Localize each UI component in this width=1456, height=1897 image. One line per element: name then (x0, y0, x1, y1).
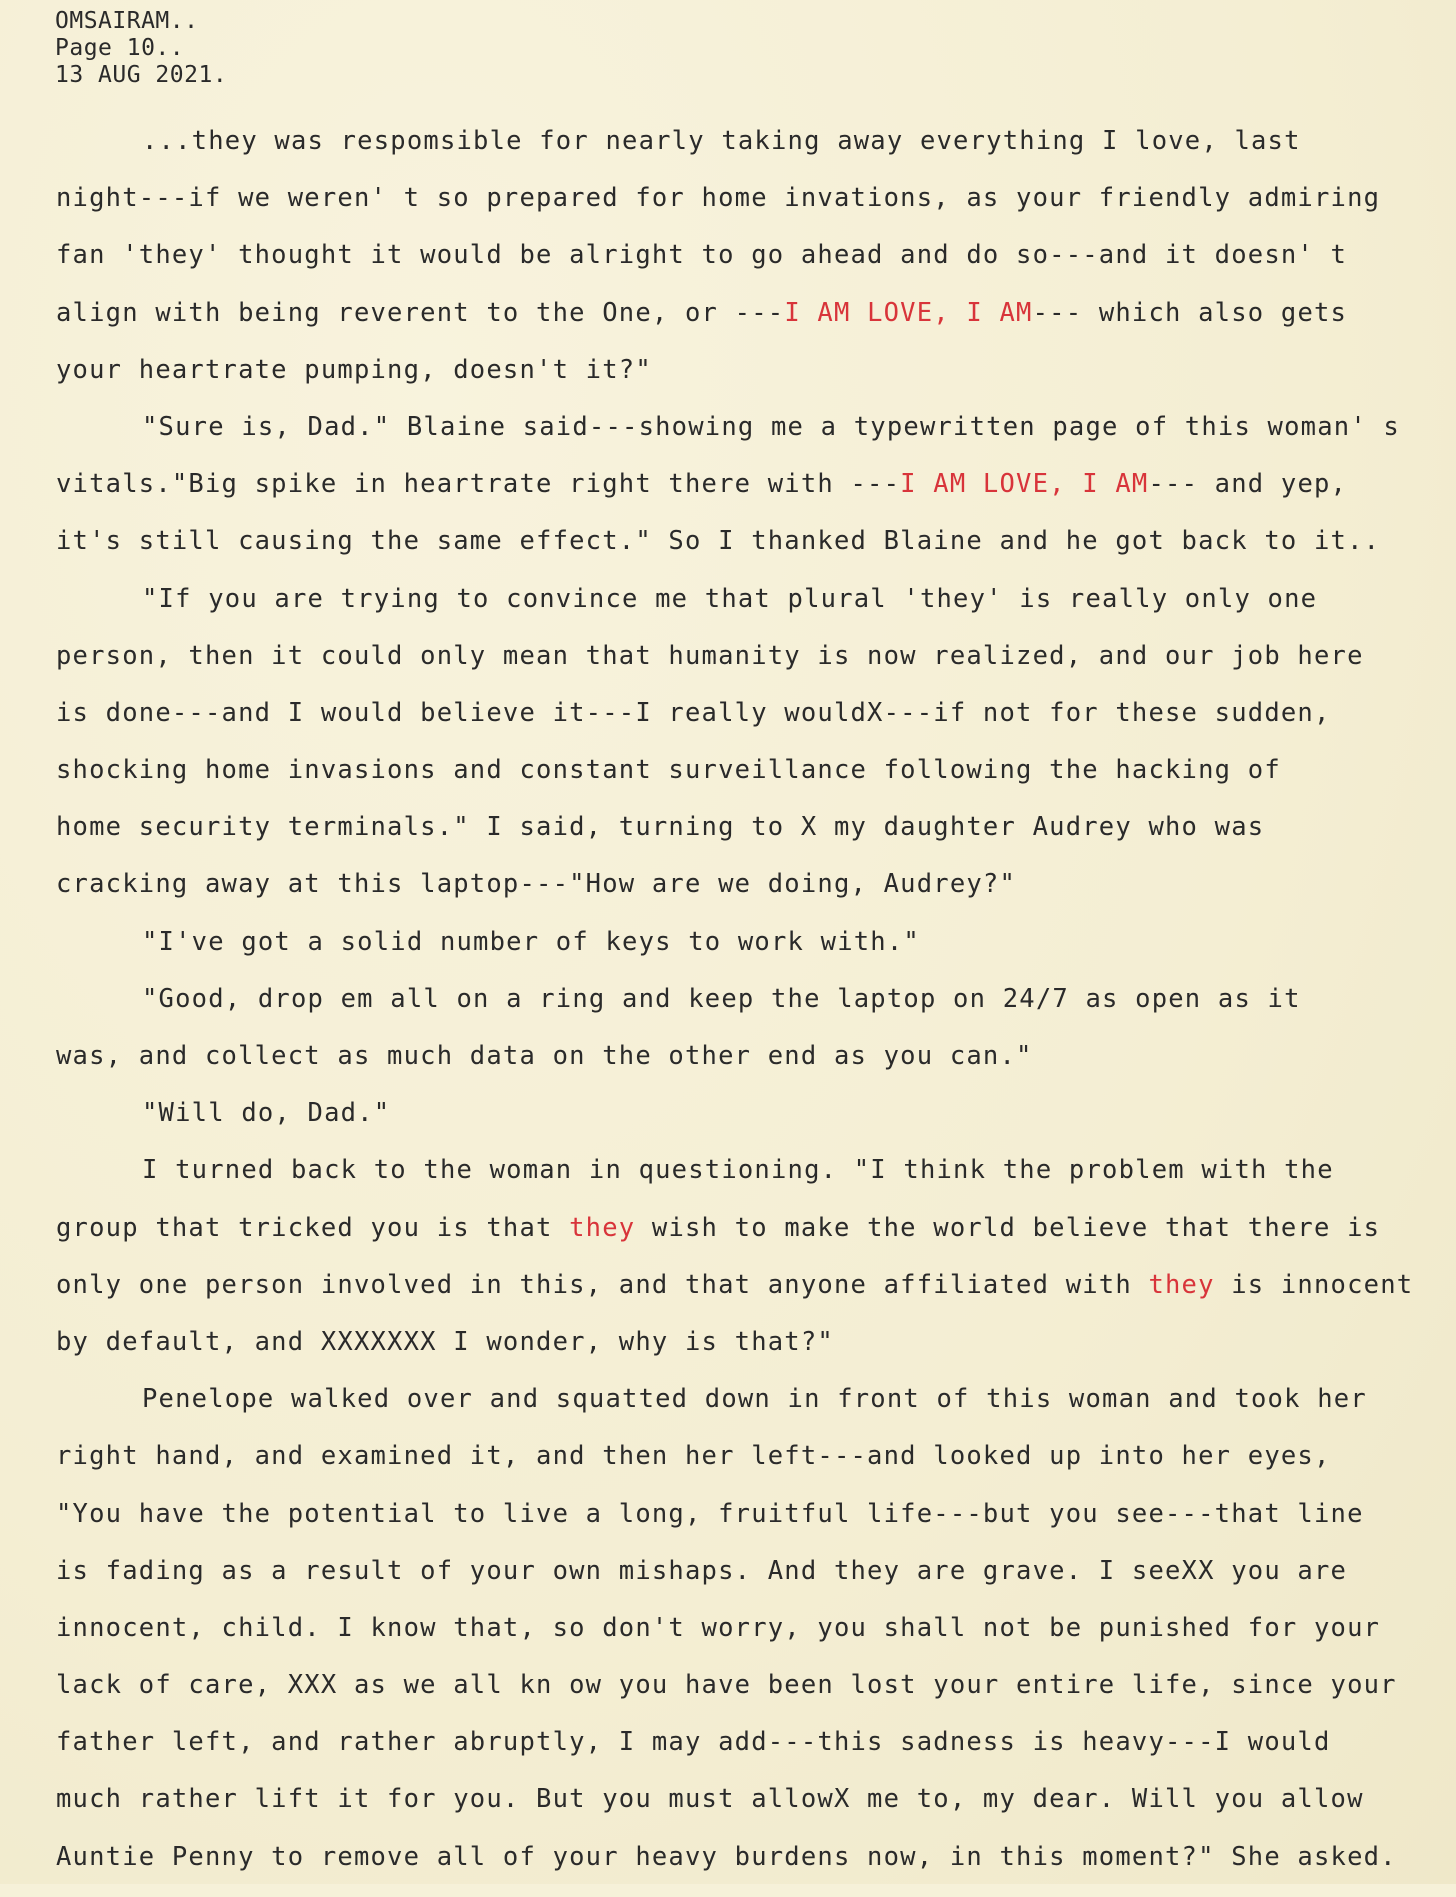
text-line (56, 639, 1446, 696)
typed-text: is fading as a result of your own mishaps. And they are grave. I seeXX you are (56, 1555, 1348, 1586)
typed-text: it's still causing the same effect." So I thanked Blaine and he got back to it.. (56, 526, 1381, 557)
typed-text: wish to make the world believe that there is (635, 1212, 1381, 1243)
typed-text: much rather lift it for you. But you must allowX me to, my dear. Will you allow (56, 1784, 1364, 1815)
header-om-sairam: OMSAIRAM.. (55, 8, 199, 34)
typed-text: right hand, and examined it, and then her left---and looked up into her eyes, (56, 1441, 1331, 1472)
text-line (56, 1382, 1446, 1439)
text-line (56, 1840, 1446, 1897)
text-line (56, 296, 1446, 353)
text-line (56, 1325, 1446, 1382)
typed-text: is innocent (1214, 1269, 1414, 1300)
text-line (56, 1268, 1446, 1325)
typed-text: align with being reverent to the One, or --- (56, 297, 785, 328)
text-line (56, 582, 1446, 639)
text-line (56, 524, 1446, 581)
header-page-number: Page 10.. (55, 35, 185, 61)
text-line (56, 867, 1446, 924)
typed-text: by default, and XXXXXXX I wonder, why is that?" (56, 1326, 834, 1357)
typed-text: person, then it could only mean that humanity is now realized, and our job here (56, 640, 1364, 671)
text-line (56, 1611, 1446, 1668)
text-line (56, 410, 1446, 467)
text-line (56, 982, 1446, 1039)
typed-text: "Will do, Dad." (142, 1098, 391, 1129)
text-line (56, 1439, 1446, 1496)
text-line (56, 925, 1446, 982)
typed-text: "Good, drop em all on a ring and keep the laptop on 24/7 as open as it (142, 983, 1301, 1014)
typed-text: was, and collect as much data on the other end as you can." (56, 1041, 1033, 1071)
typed-text: shocking home invasions and constant surveillance following the hacking of (56, 755, 1281, 786)
text-line (56, 1153, 1446, 1210)
text-line (56, 181, 1446, 238)
typed-text: your heartrate pumping, doesn't it?" (56, 354, 652, 385)
typed-text: Auntie Penny to remove all of your heavy burdens now, in this moment?" She asked. (56, 1841, 1397, 1872)
typed-text: "You have the potential to live a long, fruitful life---but you see---that line (56, 1498, 1364, 1529)
red-typed-text: I AM LOVE, I AM (900, 469, 1149, 500)
text-line (56, 124, 1446, 181)
typed-text: vitals."Big spike in heartrate right there with --- (56, 469, 901, 500)
text-line (56, 1668, 1446, 1725)
typed-text: "Sure is, Dad." Blaine said---showing me a typewritten page of this woman' s (142, 411, 1400, 442)
text-line (56, 1211, 1446, 1268)
typed-text: group that tricked you is that (56, 1212, 570, 1243)
text-line (56, 467, 1446, 524)
text-line (56, 696, 1446, 753)
typed-text: --- and yep, (1148, 469, 1348, 500)
red-typed-text: I AM LOVE, I AM (784, 297, 1033, 328)
text-line (56, 1096, 1446, 1153)
text-line (56, 1554, 1446, 1611)
text-line (56, 1782, 1446, 1839)
text-line (56, 1497, 1446, 1554)
text-line (56, 753, 1446, 810)
typed-text: fan 'they' thought it would be alright to go ahead and do so---and it doesn' t (56, 240, 1348, 271)
typed-text: home security terminals." I said, turning to X my daughter Audrey who was (56, 812, 1265, 843)
typed-text: father left, and rather abruptly, I may add---this sadness is heavy---I would (56, 1727, 1331, 1758)
typed-text: lack of care, XXX as we all kn ow you have been lost your entire life, since your (56, 1670, 1397, 1701)
typed-text: I turned back to the woman in questioning. "I think the problem with the (142, 1155, 1334, 1186)
typed-text: Penelope walked over and squatted down in front of this woman and took her (142, 1384, 1367, 1415)
typed-text: --- which also gets (1032, 297, 1348, 328)
text-line (56, 1039, 1446, 1096)
typed-text: "I've got a solid number of keys to work with." (142, 926, 920, 957)
page-body (56, 124, 1446, 1897)
typed-text: "If you are trying to convince me that plural 'they' is really only one (142, 583, 1318, 614)
typed-text: cracking away at this laptop---"How are we doing, Audrey?" (56, 869, 1017, 900)
page-header (55, 8, 227, 89)
header-date: 13 AUG 2021. (55, 62, 228, 88)
typed-text: ...they was respomsible for nearly taking away everything I love, last (142, 126, 1301, 156)
typed-text: only one person involved in this, and that anyone affiliated with (56, 1269, 1149, 1300)
red-typed-text: they (1148, 1269, 1215, 1300)
text-line (56, 1725, 1446, 1782)
typed-text: night---if we weren' t so prepared for home invations, as your friendly admiring (56, 183, 1381, 214)
typed-text: is done---and I would believe it---I really wouldX---if not for these sudden, (56, 697, 1331, 728)
red-typed-text: they (569, 1212, 636, 1243)
text-line (56, 353, 1446, 410)
typed-text: innocent, child. I know that, so don't worry, you shall not be punished for your (56, 1612, 1381, 1643)
text-line (56, 810, 1446, 867)
text-line (56, 238, 1446, 295)
